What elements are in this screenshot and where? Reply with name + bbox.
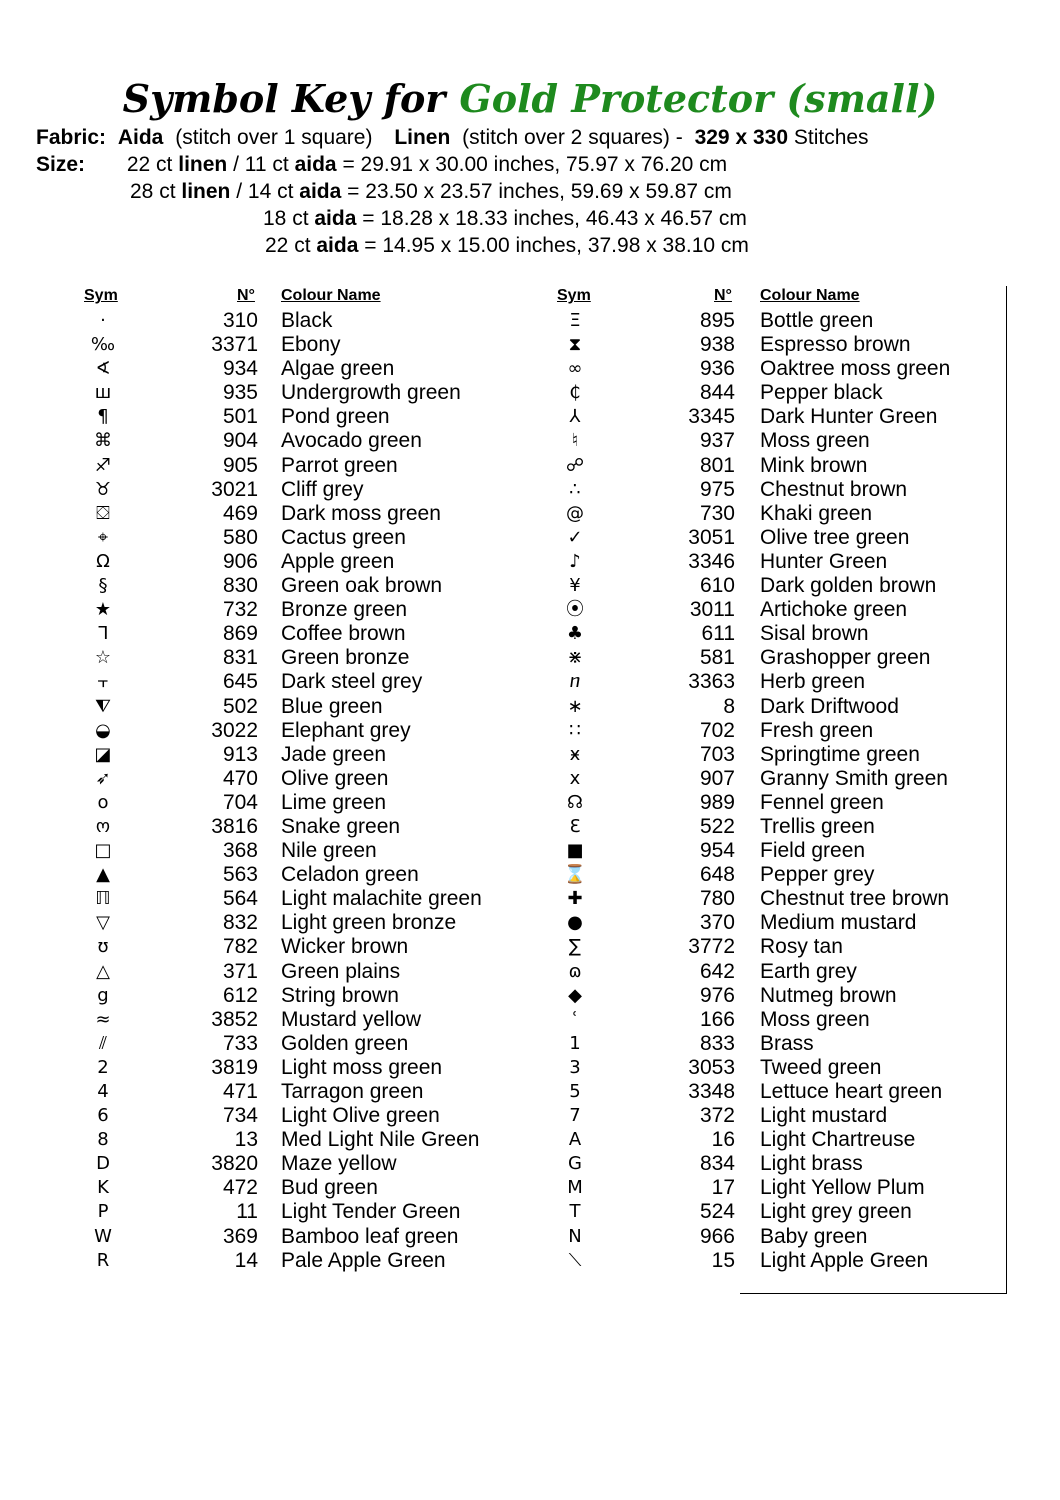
colour-name: Fennel green [760,790,884,814]
colour-name: Undergrowth green [281,381,461,405]
colour-name: Light Apple Green [760,1248,929,1272]
stitch-symbol: ∞ [567,358,583,380]
thread-number: 371 [222,959,258,983]
colour-name: Jade green [281,742,387,766]
header-num: N° [237,287,255,304]
thread-number: 16 [711,1128,735,1152]
thread-number: 502 [222,694,258,718]
colour-name: Maze yellow [281,1152,397,1176]
stitch-symbol: @ [566,502,584,524]
stitch-symbol: K [97,1177,109,1199]
colour-name: Nile green [281,839,377,863]
thread-number: 501 [222,405,258,429]
thread-number: 3345 [688,405,735,429]
stitch-symbol: ☆ [94,647,112,669]
stitch-symbol: x [569,767,581,789]
stitch-symbol: ● [567,912,583,934]
stitch-symbol: ⴖ [569,671,581,693]
stitch-symbol: ∢ [95,358,111,380]
stitch-symbol: ⅄ [569,406,581,428]
stitch-symbol: g [97,984,109,1006]
colour-name: Espresso brown [760,333,911,357]
right-border-line [1006,286,1007,1294]
colour-name: Green plains [281,959,401,983]
colour-name: Dark Hunter Green [760,405,938,429]
thread-number: 648 [699,863,735,887]
size-line-2 [130,178,732,205]
stitch-symbol: ℿ [95,888,111,910]
stitch-symbol: Ξ [569,310,581,331]
stitch-symbol: △ [96,960,110,982]
bottom-border-line [740,1293,1007,1294]
thread-number: 8 [723,694,735,718]
colour-name: Artichoke green [760,598,908,622]
thread-number: 469 [222,501,258,525]
thread-number: 975 [699,477,735,501]
stitch-symbol: ¶ [97,406,109,428]
stitch-symbol: ʿ [572,1008,578,1030]
thread-number: 166 [699,1007,735,1031]
colour-name: Brass [760,1031,814,1055]
colour-name: Sisal brown [760,622,869,646]
title-prefix: Symbol Key for [122,76,446,121]
colour-name: Green oak brown [281,574,443,598]
stitch-symbol: P [97,1201,109,1223]
header-colour-name: Colour Name [281,287,381,304]
stitch-symbol: T [569,1201,581,1223]
stitch-symbol: ∑ [568,936,582,958]
thread-number: 704 [222,790,258,814]
thread-number: 563 [222,863,258,887]
stitch-label: Stitches [793,126,869,149]
thread-number: 734 [222,1104,258,1128]
thread-number: 831 [222,646,258,670]
size-dims: = 23.50 x 23.57 inches, 59.69 x 59.87 cm [347,180,732,203]
fabric-aida-note: (stitch over 1 square) [175,126,373,149]
colour-name: Mustard yellow [281,1007,422,1031]
thread-number: 3819 [211,1055,258,1079]
stitch-symbol: M [567,1177,583,1199]
colour-name: Cliff grey [281,477,364,501]
colour-name: Blue green [281,694,383,718]
stitch-symbol: 2 [97,1056,109,1078]
stitch-symbol: ≈ [95,1008,111,1030]
colour-name: Grashopper green [760,646,931,670]
thread-number: 844 [699,381,735,405]
header-sym: Sym [557,287,591,304]
colour-name: Pepper grey [760,863,875,887]
thread-number: 472 [222,1176,258,1200]
colour-name: Light Tender Green [281,1200,461,1224]
thread-number: 907 [699,766,735,790]
colour-name: Parrot green [281,453,398,477]
colour-name: Coffee brown [281,622,406,646]
size-dims: = 29.91 x 30.00 inches, 75.97 x 76.20 cm [342,153,728,176]
stitch-symbol: R [96,1249,110,1271]
stitch-symbol: ✓ [567,526,583,548]
colour-name: Algae green [281,357,395,381]
colour-name: Moss green [760,1007,870,1031]
stitch-symbol: ◆ [568,984,582,1006]
colour-name: Dark golden brown [760,574,937,598]
thread-number: 954 [699,839,735,863]
thread-number: 782 [222,935,258,959]
stitch-symbol: ¥ [569,575,581,597]
stitch-symbol: ∴ [569,478,581,500]
colour-name: Light green bronze [281,911,457,935]
colour-name: Pond green [281,405,390,429]
colour-name: Bottle green [760,309,874,332]
stitch-symbol: ⫽ [98,1032,108,1054]
size-line-4 [265,232,749,259]
pattern-name: Gold Protector (small) [459,76,938,121]
colour-name: Apple green [281,549,395,573]
thread-number: 3371 [211,333,258,357]
colour-name: Dark Driftwood [760,694,899,718]
stitch-symbol: ‰ [90,334,116,356]
thread-number: 471 [222,1080,258,1103]
stitch-symbol: 7 [569,1105,581,1127]
thread-number: 989 [699,790,735,814]
thread-number: 703 [699,742,735,766]
stitch-symbol: Ω [96,550,110,572]
thread-number: 702 [699,718,735,742]
thread-number: 642 [699,959,735,983]
thread-number: 11 [236,1200,258,1224]
thread-number: 370 [699,911,735,935]
thread-number: 522 [699,814,735,838]
colour-name: Light grey green [760,1200,912,1224]
stitch-symbol: ⦿ [566,599,584,621]
stitch-symbol: ★ [94,599,112,621]
stitch-symbol: ∗ [567,695,583,717]
colour-name: Medium mustard [760,911,917,935]
colour-name: Pepper black [760,381,883,405]
header-colour-name: Colour Name [760,287,860,304]
stitch-symbol: ᒣ [97,623,109,645]
stitch-symbol: ӿ [569,743,581,765]
stitch-symbol: ⫟ [97,671,109,693]
size-fabric-b: aida [294,153,337,176]
fabric-linen: Linen [394,126,451,149]
stitch-symbol: ▽ [96,912,110,934]
thread-number: 976 [699,983,735,1007]
colour-name: Dark steel grey [281,670,423,694]
thread-number: 372 [699,1104,735,1128]
thread-number: 368 [222,839,258,863]
colour-name: Wicker brown [281,935,409,959]
thread-number: 904 [222,429,258,453]
stitch-symbol: ⋇ [567,647,583,669]
thread-number: 936 [699,357,735,381]
thread-number: 895 [699,309,735,332]
fabric-label: Fabric: [36,126,107,149]
stitch-symbol: ო [95,815,111,837]
colour-name: Pale Apple Green [281,1248,446,1272]
size-fabric-a: linen [181,180,231,203]
stitch-symbol: ◒ [95,719,111,741]
colour-name: Hunter Green [760,549,888,573]
stitch-symbol: 4 [97,1081,109,1102]
colour-name: Oaktree moss green [760,357,951,381]
colour-name: Light mustard [760,1104,888,1128]
colour-name: Moss green [760,429,870,453]
colour-name: Herb green [760,670,866,694]
stitch-symbol: ♐ [94,454,112,476]
colour-name: Light Chartreuse [760,1128,916,1152]
colour-name: Cactus green [281,525,406,549]
thread-number: 832 [222,911,258,935]
thread-number: 564 [222,887,258,911]
thread-number: 612 [222,983,258,1007]
thread-number: 470 [222,766,258,790]
stitch-count: 329 x 330 [694,126,789,149]
colour-name: Light brass [760,1152,863,1176]
size-fabric-b: aida [299,180,342,203]
size-dims: = 14.95 x 15.00 inches, 37.98 x 38.10 cm [364,234,749,257]
colour-name: Springtime green [760,742,920,766]
stitch-symbol: ☍ [565,454,585,476]
stitch-symbol: W [94,1225,112,1247]
thread-number: 830 [222,574,258,598]
stitch-symbol: 5 [569,1081,581,1102]
colour-name: Light moss green [281,1055,443,1079]
stitch-symbol: ⛋ [96,502,110,524]
stitch-symbol: ɷ [568,960,582,982]
stitch-symbol: □ [94,840,112,862]
stitch-symbol: ш [94,382,112,404]
colour-name: Golden green [281,1031,409,1055]
thread-number: 369 [222,1224,258,1248]
thread-number: 833 [699,1031,735,1055]
size-label: Size: [36,153,86,176]
thread-number: 730 [699,501,735,525]
thread-number: 906 [222,549,258,573]
thread-number: 966 [699,1224,735,1248]
thread-number: 310 [222,309,258,332]
thread-number: 733 [222,1031,258,1055]
thread-number: 13 [234,1128,258,1152]
stitch-symbol: A [568,1129,582,1151]
colour-name: Snake green [281,814,401,838]
stitch-symbol: ⟍ [568,1249,582,1271]
stitch-symbol: Ɛ [569,815,581,837]
colour-name: Chestnut tree brown [760,887,950,911]
stitch-symbol: G [568,1153,582,1175]
thread-number: 610 [699,574,735,598]
stitch-symbol: ⌛ [563,864,587,886]
size-fabric-b: aida [314,207,357,230]
thread-number: 580 [222,525,258,549]
thread-number: 3011 [689,598,735,622]
stitch-symbol: ◪ [94,743,112,765]
thread-number: 581 [699,646,735,670]
colour-name: Lettuce heart green [760,1080,943,1103]
thread-number: 3348 [688,1080,735,1103]
colour-name: Lime green [281,790,387,814]
size-count: 28 ct [130,180,176,203]
thread-number: 3363 [688,670,735,694]
thread-number: 934 [222,357,258,381]
thread-number: 3021 [211,477,258,501]
thread-number: 3772 [688,935,735,959]
thread-number: 645 [222,670,258,694]
colour-name: Light Yellow Plum [760,1176,925,1200]
stitch-symbol: ☊ [567,791,583,813]
size-count: 22 ct [126,153,173,176]
colour-name: Rosy tan [760,935,843,959]
thread-number: 905 [222,453,258,477]
fabric-line [36,124,869,151]
thread-number: 524 [699,1200,735,1224]
stitch-symbol: N [568,1225,582,1247]
size-count: 22 ct [265,234,311,257]
size-dims: = 18.28 x 18.33 inches, 46.43 x 46.57 cm [362,207,747,230]
thread-number: 3022 [211,718,258,742]
thread-number: 938 [699,333,735,357]
colour-name: Green bronze [281,646,410,670]
thread-number: 869 [222,622,258,646]
colour-name: Med Light Nile Green [281,1128,480,1152]
colour-name: Dark moss green [281,501,441,525]
stitch-symbol: ♮ [571,430,579,452]
page-title [0,76,1060,121]
thread-number: 913 [222,742,258,766]
size-fabric-b: aida [316,234,359,257]
colour-name: Chestnut brown [760,477,908,501]
colour-name: Black [281,309,333,332]
stitch-symbol: ➶ [95,767,111,789]
stitch-symbol: ʊ [97,936,109,958]
stitch-symbol: ■ [566,840,584,862]
colour-name: Bud green [281,1176,378,1200]
thread-number: 17 [711,1176,735,1200]
colour-name: Light Olive green [281,1104,440,1128]
thread-number: 780 [699,887,735,911]
thread-number: 3820 [211,1152,258,1176]
colour-name: Fresh green [760,718,874,742]
colour-name: Elephant grey [281,718,411,742]
thread-number: 834 [699,1152,735,1176]
thread-number: 611 [701,622,735,646]
stitch-symbol: D [96,1153,110,1175]
thread-number: 935 [222,381,258,405]
colour-name: Celadon green [281,863,419,887]
header-sym: Sym [84,287,118,304]
colour-name: Olive tree green [760,525,910,549]
stitch-symbol: 3 [569,1056,581,1078]
size-count: 18 ct [263,207,309,230]
header-num: N° [714,287,732,304]
size-line-3 [263,205,747,232]
thread-number: 3346 [688,549,735,573]
stitch-symbol: 1 [569,1032,581,1054]
stitch-symbol: · [100,310,106,331]
colour-name: Tweed green [760,1055,882,1079]
colour-name: String brown [281,983,399,1007]
stitch-symbol: o [97,791,109,813]
size-line-1 [36,151,727,178]
stitch-symbol: § [98,575,108,597]
colour-name: Earth grey [760,959,857,983]
stitch-symbol: 6 [97,1105,109,1127]
thread-number: 937 [699,429,735,453]
thread-number: 3051 [688,525,735,549]
fabric-aida: Aida [117,126,164,149]
stitch-symbol: ♣ [566,623,584,645]
colour-name: Ebony [281,333,341,357]
thread-number: 732 [222,598,258,622]
thread-number: 3053 [688,1055,735,1079]
size-fabric-a: linen [178,153,228,176]
thread-number: 14 [234,1248,258,1272]
colour-name: Granny Smith green [760,766,948,790]
colour-name: Trellis green [760,814,875,838]
size-sep: / 14 ct [236,180,294,203]
stitch-symbol: ₵ [569,382,581,404]
fabric-linen-note: (stitch over 2 squares) - [462,126,683,149]
colour-name: Baby green [760,1224,868,1248]
thread-number: 3852 [211,1007,258,1031]
stitch-symbol: ⌖ [97,526,109,548]
stitch-symbol: ∷ [569,719,581,741]
thread-number: 3816 [211,814,258,838]
stitch-symbol: ▲ [96,864,110,886]
stitch-symbol: ♪ [569,550,581,572]
colour-name: Light malachite green [281,887,482,911]
colour-name: Field green [760,839,866,863]
thread-number: 15 [711,1248,735,1272]
stitch-symbol: ⧨ [94,695,112,717]
stitch-symbol: ✚ [567,888,583,910]
stitch-symbol: ♉ [94,478,112,500]
colour-name: Avocado green [281,429,422,453]
colour-name: Bamboo leaf green [281,1224,459,1248]
size-sep: / 11 ct [233,153,289,176]
colour-name: Mink brown [760,453,868,477]
colour-name: Tarragon green [281,1080,424,1103]
colour-name: Khaki green [760,501,873,525]
stitch-symbol: ⌘ [94,430,112,452]
thread-number: 801 [699,453,735,477]
colour-name: Bronze green [281,598,408,622]
stitch-symbol: ⧗ [568,334,582,356]
colour-name: Olive green [281,766,389,790]
stitch-symbol: 8 [97,1129,109,1151]
colour-name: Nutmeg brown [760,983,897,1007]
